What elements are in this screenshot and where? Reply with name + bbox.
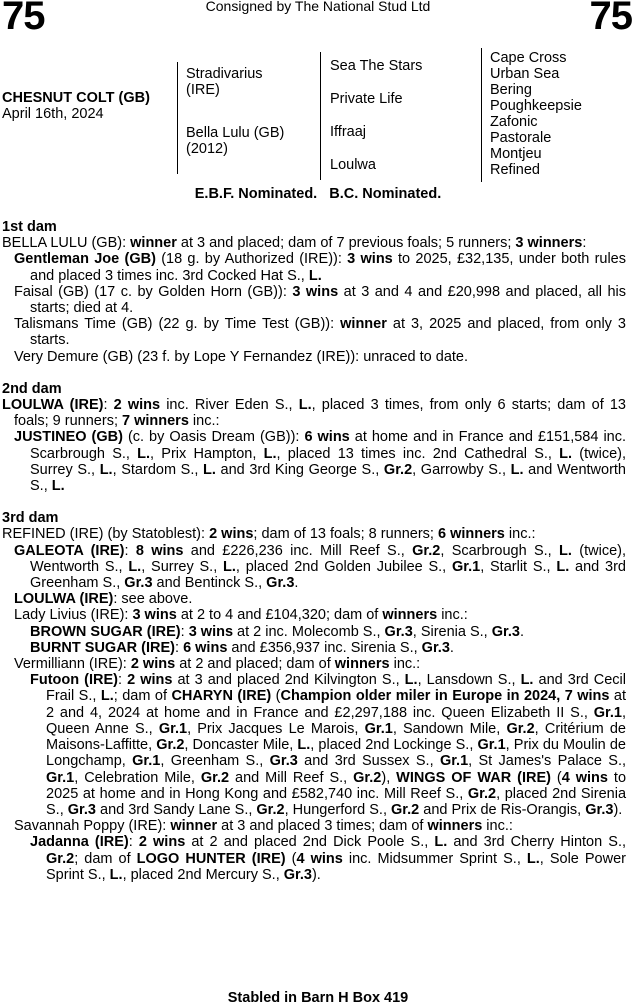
- pedigree-entry: Vermilliann (IRE): 2 wins at 2 and placed; dam of winners inc.:: [14, 656, 421, 673]
- consignor: Consigned by The National Stud Ltd: [205, 0, 431, 14]
- horse-dob: April 16th, 2024: [2, 106, 104, 122]
- section-title: 2nd dam: [2, 380, 62, 397]
- pedigree-entry: LOULWA (IRE): 2 wins inc. River Eden S., L., placed 3 times, from only 6 starts; dam of 13 foals; 9 runners; 7 winners inc.:: [2, 397, 626, 430]
- pedigree-gp-1: Sea The Stars: [330, 58, 423, 74]
- pedigree-entry: Gentleman Joe (GB) (18 g. by Authorized (IRE)): 3 wins to 2025, £32,135, under both rules and placed 3 times inc. 3rd Cocked Hat S., L.: [14, 251, 626, 284]
- pedigree-entry: Very Demure (GB) (23 f. by Lope Y Fernandez (IRE)): unraced to date.: [14, 348, 469, 365]
- pedigree-divider-1: [177, 62, 178, 174]
- pedigree-divider-2: [320, 52, 321, 180]
- pedigree-entry: JUSTINEO (GB) (c. by Oasis Dream (GB)): 6 wins at home and in France and £151,584 inc. Scarbrough S., L., Prix Hampton, L., placed 13 times inc. 2nd Cathedral S., L. (twice), Surrey S., L., Stardom S., L. and 3rd King George S., Gr.2, Garrowby S., L. and Wentworth S., L.: [14, 429, 627, 495]
- pedigree-entry: Faisal (GB) (17 c. by Golden Horn (GB)): 3 wins at 3 and 4 and £20,998 and placed, all his starts; died at 4.: [14, 283, 626, 317]
- pedigree-entry: Jadanna (IRE): 2 wins at 2 and placed 2nd Dick Poole S., L. and 3rd Cherry Hinton S., Gr.2; dam of LOGO HUNTER (IRE) (4 wins inc. Midsummer Sprint S., L., Sole Power Sprint S., L., placed 2nd Mercury S., Gr.3).: [30, 834, 626, 883]
- pedigree-sire: Stradivarius (IRE): [186, 66, 263, 98]
- pedigree-entry: GALEOTA (IRE): 8 wins and £226,236 inc. Mill Reef S., Gr.2, Scarbrough S., L. (twice), Wentworth S., L., Surrey S., L., placed 2nd Golden Jubilee S., Gr.1, Starlit S., L. and 3rd Greenham S., Gr.3 and Bentinck S., Gr.3.: [14, 542, 626, 592]
- catalogue-page: [2, 219, 626, 883]
- pedigree-gp-3: Iffraaj: [330, 124, 367, 140]
- pedigree-entry: Futoon (IRE): 2 wins at 3 and placed 2nd Kilvington S., L., Lansdown S., L. and 3rd Cecil Frail S., L.; dam of CHARYN (IRE) (Champion older miler in Europe in 2024, 7 wins at 2 and 4, 2024 at home and in France and £2,297,188 inc. Queen Elizabeth II S., Gr.1, Queen Anne S., Gr.1, Prix Jacques Le Marois, Gr.1, Sandown Mile, Gr.2, Critérium de Maisons-Laffitte, Gr.2, Doncaster Mile, L., placed 2nd Lockinge S., Gr.1, Prix du Moulin de Longchamp, Gr.1, Greenham S., Gr.3 and 3rd Sussex S., Gr.1, St James's Palace S., Gr.1, Celebration Mile, Gr.2 and Mill Reef S., Gr.2), WINGS OF WAR (IRE) (4 wins to 2025 at home and in Hong Kong and £582,740 inc. Mill Reef S., Gr.2, placed 2nd Sirenia S., Gr.3 and 3rd Sandy Lane S., Gr.2, Hungerford S., Gr.2 and Prix de Ris-Orangis, Gr.3).: [30, 672, 627, 818]
- pedigree-gp-4: Loulwa: [330, 157, 376, 173]
- ebf-nominated: E.B.F. Nominated.: [194, 186, 318, 202]
- pedigree-divider-3: [481, 48, 482, 182]
- pedigree-entry: Lady Livius (IRE): 3 wins at 2 to 4 and £104,320; dam of winners inc.:: [14, 607, 468, 624]
- pedigree-entry: BURNT SUGAR (IRE): 6 wins and £356,937 inc. Sirenia S., Gr.3.: [30, 639, 454, 656]
- stabling-info: Stabled in Barn H Box 419: [227, 990, 409, 1006]
- horse-info: [2, 90, 172, 122]
- pedigree-dam: Bella Lulu (GB) (2012): [186, 125, 285, 157]
- pedigree-gp-2: Private Life: [330, 91, 403, 107]
- pedigree-entry: Savannah Poppy (IRE): winner at 3 and placed 3 times; dam of winners inc.:: [14, 818, 513, 835]
- nominations: [0, 186, 636, 202]
- pedigree-entry: REFINED (IRE) (by Statoblest): 2 wins; dam of 13 foals; 8 runners; 6 winners inc.:: [2, 526, 536, 543]
- pedigree-entry: Talismans Time (GB) (22 g. by Time Test (GB)): winner at 3, 2025 and placed, from only 3 starts.: [14, 316, 626, 349]
- section-title: 1st dam: [2, 219, 57, 235]
- lot-number-right: 75: [589, 0, 632, 38]
- section-title: 3rd dam: [2, 510, 59, 527]
- pedigree-ggp: Cape Cross Urban Sea Bering Poughkeepsie Zafonic Pastorale Montjeu Refined: [490, 50, 582, 178]
- bc-nominated: B.C. Nominated.: [329, 186, 442, 202]
- pedigree-entry: BROWN SUGAR (IRE): 3 wins at 2 inc. Molecomb S., Gr.3, Sirenia S., Gr.3.: [30, 623, 524, 640]
- lot-number: 75: [2, 0, 45, 38]
- pedigree-entry: BELLA LULU (GB): winner at 3 and placed; dam of 7 previous foals; 5 runners; 3 winners:: [2, 235, 587, 252]
- pedigree-entry: LOULWA (IRE): see above.: [14, 591, 193, 608]
- horse-name: CHESNUT COLT (GB): [2, 90, 150, 106]
